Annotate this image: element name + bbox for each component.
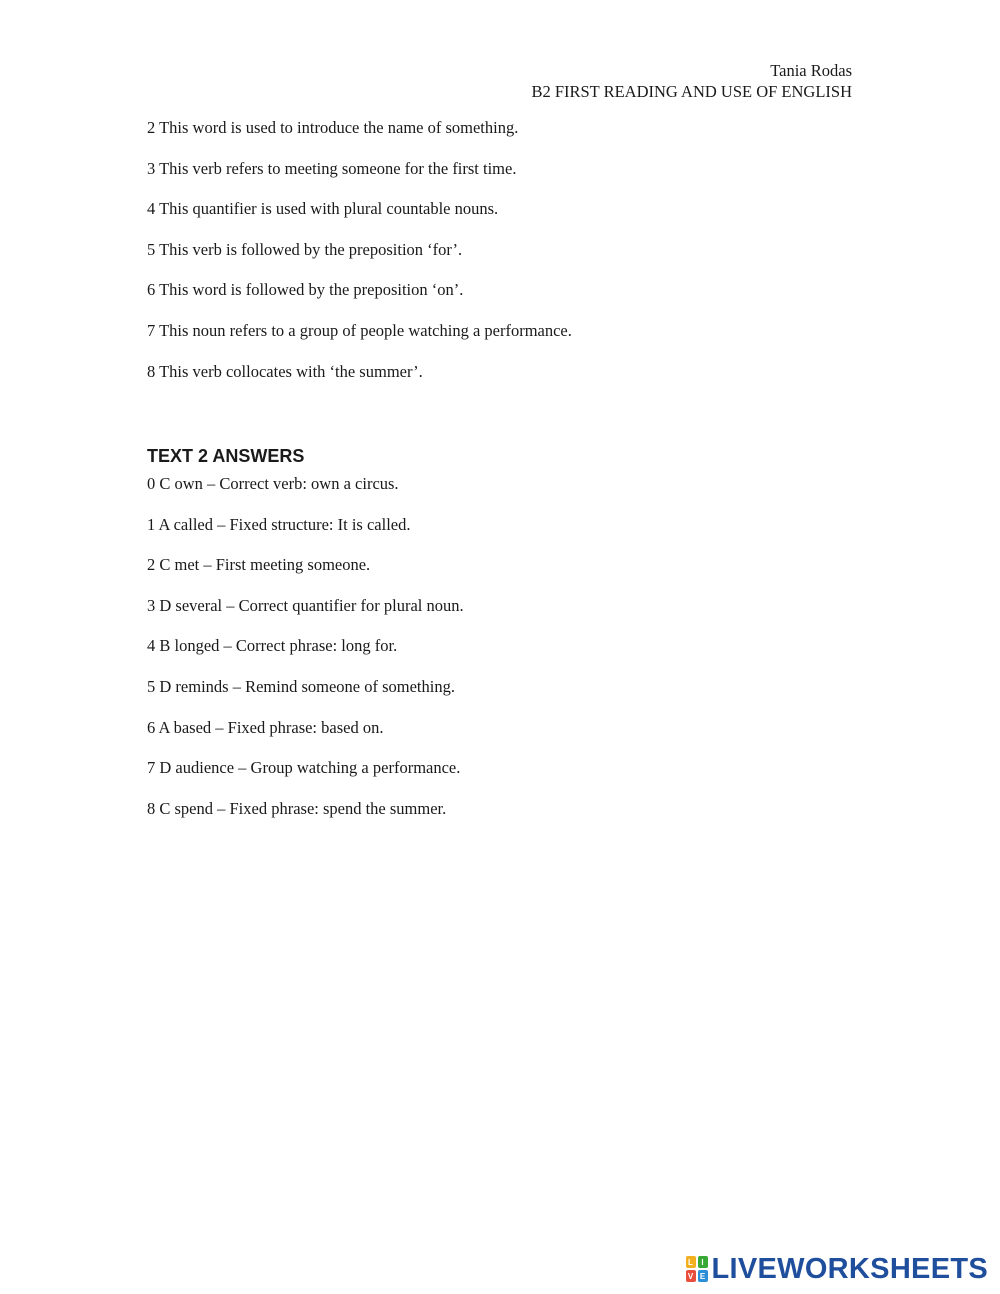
answer-item: 4 B longed – Correct phrase: long for. [147,636,398,656]
logo-tile-l: L [686,1256,696,1268]
answer-item: 2 C met – First meeting someone. [147,555,371,575]
clue-item: 8 This verb collocates with ‘the summer’. [147,361,423,381]
liveworksheets-logo[interactable] [686,1252,989,1286]
course-title: B2 FIRST READING AND USE OF ENGLISH [531,82,852,101]
answer-item: 7 D audience – Group watching a performance. [147,758,461,778]
clue-item: 4 This quantifier is used with plural countable nouns. [147,199,499,219]
answer-item: 1 A called – Fixed structure: It is called. [147,514,411,534]
logo-tile-e: E [698,1270,708,1282]
answer-item: 8 C spend – Fixed phrase: spend the summer. [147,798,447,818]
answer-item: 5 D reminds – Remind someone of something. [147,676,455,696]
answer-item: 3 D several – Correct quantifier for plural noun. [147,595,464,615]
answer-item: 6 A based – Fixed phrase: based on. [147,717,384,737]
clue-item: 2 This word is used to introduce the name of something. [147,118,519,137]
clue-item: 7 This noun refers to a group of people watching a performance. [147,320,572,340]
answer-item: 0 C own – Correct verb: own a circus. [147,474,399,493]
logo-tile-i: I [698,1256,708,1268]
author-name: Tania Rodas [770,61,852,80]
clue-item: 6 This word is followed by the preposition ‘on’. [147,280,464,300]
clue-item: 3 This verb refers to meeting someone for the first time. [147,158,517,178]
answer-list [147,472,464,837]
clue-item: 5 This verb is followed by the preposition ‘for’. [147,239,463,259]
liveworksheets-logo-text: LIVEWORKSHEETS [711,1253,988,1285]
clue-list [147,116,572,400]
document-header [531,60,852,102]
answers-section-title: TEXT 2 ANSWERS [147,446,305,466]
liveworksheets-logo-icon [686,1256,708,1282]
logo-tile-v: V [686,1270,696,1282]
